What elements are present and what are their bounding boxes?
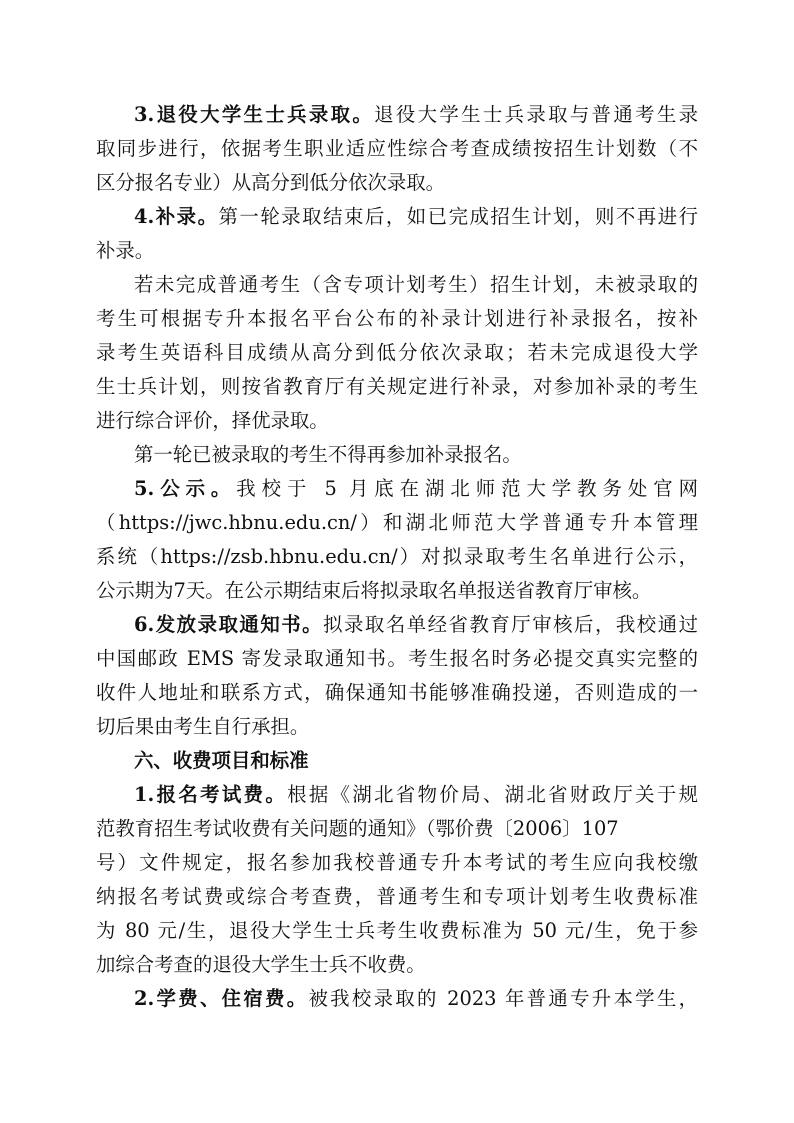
paragraph-text: 被我校录取的 2023 年普通专升本学生， [308, 987, 698, 1010]
paragraph-line [134, 608, 698, 642]
paragraph-line: 公示期为7天。在公示期结束后将拟录取名单报送省教育厅审核。 [96, 579, 652, 602]
paragraph-text: 第一轮录取结束后，如已完成招生计划，则不再进行 [218, 205, 699, 228]
item-heading: 2.学费、住宿费。 [134, 987, 309, 1010]
paragraph-line: 系统（https://zsb.hbnu.edu.cn/）对拟录取考生名单进行公示， [96, 545, 698, 568]
paragraph-line: 收件人地址和联系方式，确保通知书能够准确投递，否则造成的一 [96, 681, 698, 704]
item-heading: 3.退役大学生士兵录取。 [134, 103, 375, 126]
paragraph-line: 区分报名专业）从高分到低分依次录取。 [96, 171, 446, 194]
paragraph-line: 考生可根据专升本报名平台公布的补录计划进行补录报名，按补 [96, 307, 698, 330]
paragraph-line: 第一轮已被录取的考生不得再参加补录报名。 [134, 443, 522, 466]
paragraph-text: 我校于 5 月底在湖北师范大学教务处官网 [236, 477, 698, 500]
paragraph-line: 补录。 [96, 239, 155, 262]
paragraph-line: 为 80 元/生，退役大学生士兵考生收费标准为 50 元/生，免于参 [96, 919, 698, 942]
paragraph-line: 中国邮政 EMS 寄发录取通知书。考生报名时务必提交真实完整的 [96, 647, 698, 670]
paragraph-line [134, 778, 698, 812]
paragraph-text: 拟录取名单经省教育厅审核后，我校通过 [323, 613, 698, 636]
paragraph-line: 加综合考查的退役大学生士兵不收费。 [96, 953, 426, 976]
item-heading: 4.补录。 [134, 205, 219, 228]
paragraph-line: 若未完成普通考生（含专项计划考生）招生计划，未被录取的 [134, 273, 698, 296]
item-heading: 1.报名考试费。 [134, 783, 288, 806]
paragraph-text: 根据《湖北省物价局、湖北省财政厅关于规 [287, 783, 698, 806]
paragraph-line [134, 472, 698, 506]
paragraph-line: （https://jwc.hbnu.edu.cn/）和湖北师范大学普通专升本管理 [96, 511, 698, 534]
paragraph-line: 进行综合评价，择优录取。 [96, 409, 329, 432]
paragraph-line: 纳报名考试费或综合考查费，普通考生和专项计划考生收费标准 [96, 885, 698, 908]
paragraph-line: 号）文件规定，报名参加我校普通专升本考试的考生应向我校缴 [96, 851, 698, 874]
paragraph-text: 退役大学生士兵录取与普通考生录 [374, 103, 698, 126]
section-heading: 六、收费项目和标准 [134, 749, 309, 772]
item-heading: 5.公示。 [134, 477, 237, 500]
paragraph-line: 切后果由考生自行承担。 [96, 715, 310, 738]
paragraph-line: 范教育招生考试收费有关问题的通知》（鄂价费〔2006〕107 [96, 817, 619, 840]
paragraph-line: 取同步进行，依据考生职业适应性综合考查成绩按招生计划数（不 [96, 137, 698, 160]
paragraph-line: 生士兵计划，则按省教育厅有关规定进行补录，对参加补录的考生 [96, 375, 698, 398]
paragraph-line [134, 982, 698, 1016]
paragraph-line [134, 98, 698, 132]
item-heading: 6.发放录取通知书。 [134, 613, 324, 636]
paragraph-line [134, 200, 698, 234]
paragraph-line: 录考生英语科目成绩从高分到低分依次录取；若未完成退役大学 [96, 341, 698, 364]
